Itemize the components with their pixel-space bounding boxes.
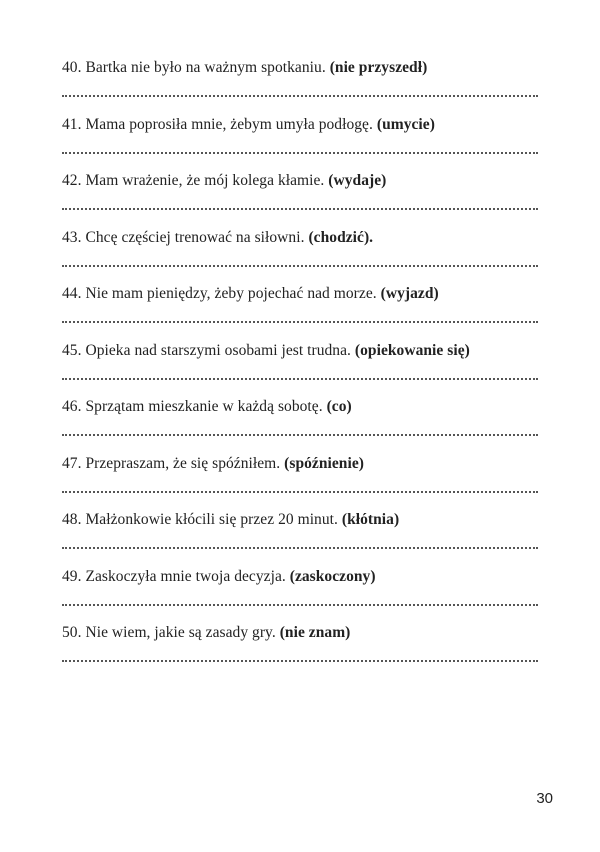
exercise-sentence-line [62,224,540,252]
exercise-item [62,450,540,507]
exercise-sentence: Chcę częściej trenować na siłowni. [85,228,305,246]
exercise-sentence: Nie mam pieniędzy, żeby pojechać nad morze. [85,285,377,302]
exercise-item [62,167,540,224]
exercise-sentence: Mam wrażenie, że mój kolega kłamie. [85,172,325,189]
exercise-hint: (co) [326,398,352,415]
exercise-item [62,619,540,676]
answer-dotted-line [62,547,538,549]
exercise-list [62,54,540,676]
exercise-item [62,224,540,281]
exercise-sentence: Małżonkowie kłócili się przez 20 minut. [85,511,338,528]
exercise-hint: (chodzić). [308,228,374,246]
exercise-item [62,393,540,450]
exercise-hint: (kłótnia) [341,511,400,528]
page-number: 30 [536,790,553,807]
exercise-number: 47. [62,454,82,472]
exercise-number: 48. [62,511,82,528]
exercise-number: 50. [62,624,82,641]
answer-dotted-line [62,152,538,154]
exercise-sentence: Bartka nie było na ważnym spotkaniu. [85,59,326,76]
exercise-sentence-line [62,337,540,365]
exercise-sentence-line [62,450,540,478]
answer-dotted-line [62,604,538,606]
exercise-hint: (zaskoczony) [289,567,376,585]
answer-dotted-line [62,95,538,97]
exercise-hint: (opiekowanie się) [354,341,470,359]
exercise-sentence: Zaskoczyła mnie twoja decyzja. [85,567,286,585]
exercise-sentence: Sprzątam mieszkanie w każdą sobotę. [85,398,323,415]
exercise-item [62,54,540,111]
exercise-sentence-line [62,280,540,308]
exercise-item [62,506,540,563]
exercise-hint: (wydaje) [328,172,387,189]
exercise-number: 43. [62,228,82,246]
exercise-hint: (spóźnienie) [284,454,364,472]
exercise-number: 45. [62,341,82,359]
answer-dotted-line [62,378,538,380]
answer-dotted-line [62,434,538,436]
answer-dotted-line [62,660,538,662]
exercise-sentence-line [62,54,540,82]
answer-dotted-line [62,491,538,493]
exercise-sentence: Mama poprosiła mnie, żebym umyła podłogę. [85,115,373,133]
exercise-item [62,563,540,620]
exercise-sentence-line [62,111,540,139]
exercise-sentence: Przepraszam, że się spóźniłem. [85,454,281,472]
exercise-number: 41. [62,115,82,133]
answer-dotted-line [62,321,538,323]
exercise-item [62,111,540,168]
exercise-sentence: Opieka nad starszymi osobami jest trudna. [85,341,351,359]
exercise-hint: (wyjazd) [380,285,439,302]
exercise-number: 42. [62,172,82,189]
exercise-hint: (nie znam) [279,624,351,641]
exercise-number: 44. [62,285,82,302]
answer-dotted-line [62,265,538,267]
exercise-number: 40. [62,59,82,76]
exercise-sentence-line [62,393,540,421]
exercise-hint: (nie przyszedł) [329,59,428,76]
exercise-item [62,337,540,394]
exercise-hint: (umycie) [376,115,435,133]
exercise-sentence-line [62,563,540,591]
exercise-sentence-line [62,619,540,647]
exercise-number: 46. [62,398,82,415]
exercise-sentence-line [62,506,540,534]
exercise-number: 49. [62,567,82,585]
answer-dotted-line [62,208,538,210]
exercise-item [62,280,540,337]
exercise-sentence: Nie wiem, jakie są zasady gry. [85,624,276,641]
exercise-sentence-line [62,167,540,195]
